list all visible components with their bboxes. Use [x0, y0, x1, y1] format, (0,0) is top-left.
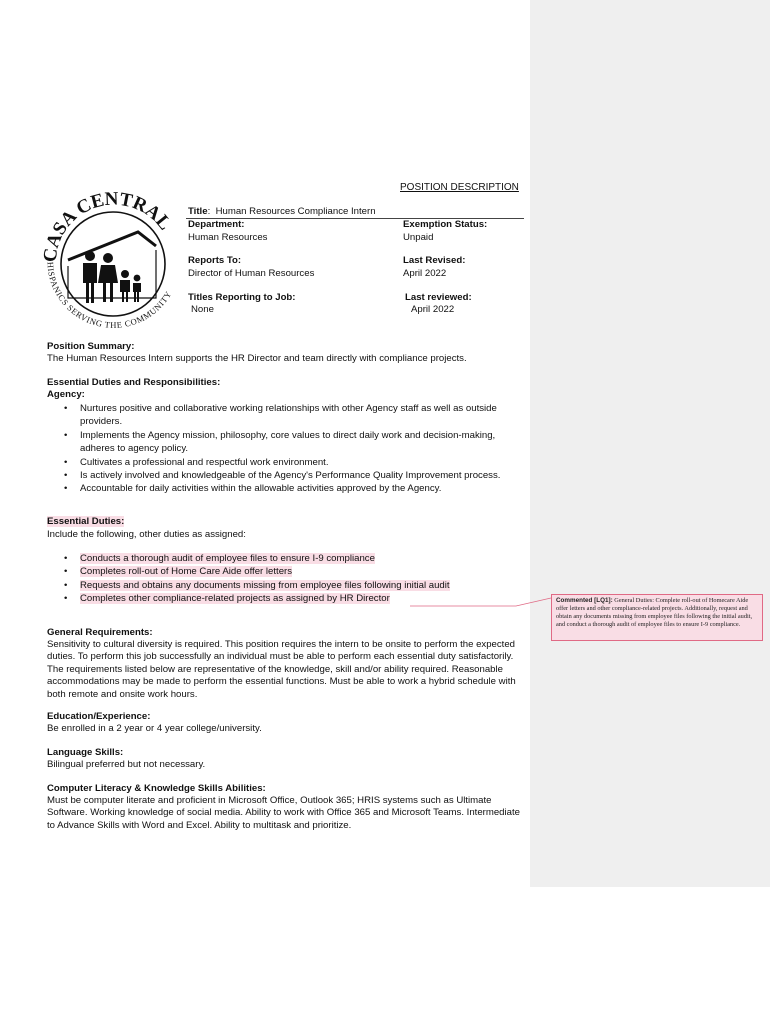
list-item: • Requests and obtains any documents missing from employee files following initial audit [64, 579, 450, 591]
language-text: Bilingual preferred but not necessary. [47, 759, 206, 770]
education-heading: Education/Experience: [47, 711, 151, 722]
department-value: Human Resources [188, 232, 268, 243]
exemption-value: Unpaid [403, 232, 434, 243]
agency-bullets [47, 402, 507, 496]
essential-duties-bullets [47, 552, 522, 606]
education-text: Be enrolled in a 2 year or 4 year college/university. [47, 723, 262, 734]
agency-subheading: Agency: [47, 389, 85, 400]
general-requirements-heading: General Requirements: [47, 627, 153, 638]
essential-duties-intro: Include the following, other duties as assigned: [47, 529, 246, 540]
list-item: • Implements the Agency mission, philosophy, core values to direct daily work and decision-making, adheres to agency policy. [64, 429, 496, 455]
comment-text: General Duties: Complete roll-out of Homecare Aide offer letters and other compliance-related projects. Additionally, request and obtain any documents missing from employee files following the initial audit, and conduct a thorough audit of employee files to ensure I-9 compliance. [556, 597, 753, 628]
reports-to-label: Reports To: [188, 255, 242, 266]
language-heading: Language Skills: [47, 747, 124, 758]
position-description-heading: POSITION DESCRIPTION [400, 182, 519, 193]
titles-reporting-value: None [191, 304, 214, 315]
general-requirements-text: Sensitivity to cultural diversity is required. This position requires the intern to be onsite to perform the expected duties. To perform this job successfully an individual must be able to perform each essential duty satisfactorily. The requirements listed below are representative of the knowledge, skill and/or ability required. Reasonable accommodations may be made to perform the essential functions. Must be able to work a hybrid schedule with both remote and onsite work hours. [47, 639, 516, 700]
comment-balloon[interactable] [551, 594, 763, 641]
svg-text:HISPANICS SERVING THE COMMUNIT: HISPANICS SERVING THE COMMUNITY [45, 261, 174, 330]
comment-author: Commented [LQ1]: [556, 597, 613, 604]
last-reviewed-label: Last reviewed: [405, 292, 472, 303]
casa-central-logo [38, 186, 188, 338]
comment-pane [530, 0, 770, 887]
svg-text:CASA CENTRAL: CASA CENTRAL [39, 188, 176, 264]
last-revised-label: Last Revised: [403, 255, 466, 266]
title-label: Title [188, 206, 208, 217]
list-item: • Accountable for daily activities within the allowable activities approved by the Agency. [64, 483, 442, 495]
list-item: • Completes roll-out of Home Care Aide offer letters [64, 566, 293, 578]
list-item: • Is actively involved and knowledgeable of the Agency's Performance Quality Improvement process. [64, 470, 501, 482]
reports-to-value: Director of Human Resources [188, 268, 315, 279]
position-summary-heading: Position Summary: [47, 341, 135, 352]
title-line [188, 206, 376, 219]
computer-heading: Computer Literacy & Knowledge Skills Abilities: [47, 783, 266, 794]
title-value: Human Resources Compliance Intern [215, 206, 376, 217]
department-label: Department: [188, 219, 245, 230]
list-item: • Completes other compliance-related projects as assigned by HR Director [64, 593, 390, 605]
duties-responsibilities-heading: Essential Duties and Responsibilities: [47, 377, 221, 388]
exemption-label: Exemption Status: [403, 219, 488, 230]
last-reviewed-value: April 2022 [411, 304, 455, 315]
list-item: • Conducts a thorough audit of employee files to ensure I-9 compliance [64, 553, 375, 564]
position-summary-text: The Human Resources Intern supports the HR Director and team directly with compliance projects. [47, 353, 467, 364]
titles-reporting-label: Titles Reporting to Job: [188, 292, 296, 303]
essential-duties-heading: Essential Duties: [47, 516, 125, 527]
last-revised-value: April 2022 [403, 268, 447, 279]
title-colon: : [207, 206, 216, 217]
list-item: • Cultivates a professional and respectful work environment. [64, 456, 329, 468]
list-item: • Nurtures positive and collaborative working relationships with other Agency staff as well as outside providers. [64, 403, 497, 428]
computer-text: Must be computer literate and proficient in Microsoft Office, Outlook 365; HRIS systems such as Ultimate Software. Working knowledge of social media. Ability to work with Office 365 and Microsoft Teams. Intermediate to Advance Skills with Word and Excel. Ability to multitask and prioritize. [47, 795, 520, 831]
